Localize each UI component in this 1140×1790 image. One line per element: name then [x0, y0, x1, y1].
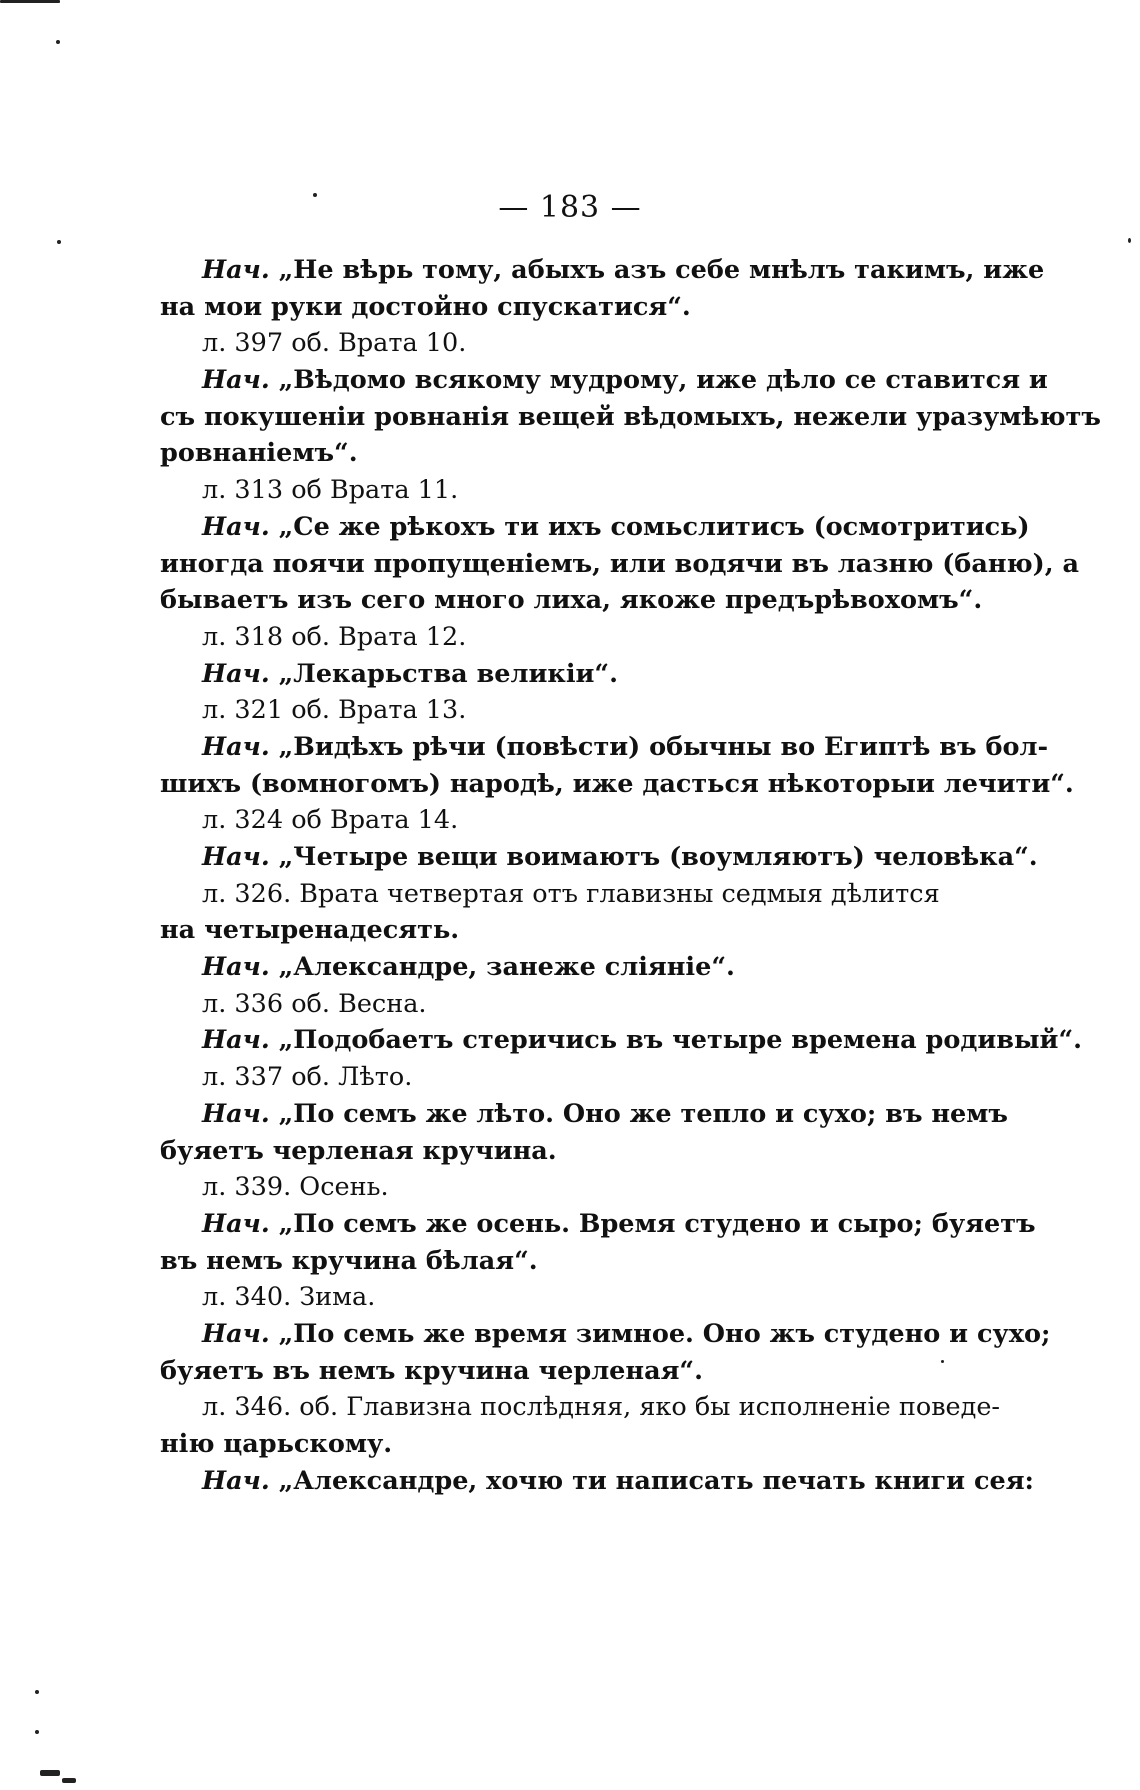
incipit-label: Нач. [202, 365, 270, 396]
text-line [160, 362, 1048, 399]
scan-speck [35, 1730, 39, 1734]
line-text: нію царьскому. [160, 1429, 393, 1459]
text-line [160, 729, 1049, 766]
line-text: „Александре, хочю ти написать печать книги сея: [269, 1465, 1034, 1496]
text-line [160, 509, 1030, 546]
text-line [160, 582, 983, 619]
line-text: „Се же рѣкохъ ти ихъ сомьслитисъ (осмотритись) [269, 511, 1030, 542]
line-text: л. 336 об. Весна. [202, 988, 427, 1019]
line-text: „Не вѣрь тому, абыхъ азъ себе мнѣлъ такимъ, иже [269, 255, 1045, 285]
line-text: бываетъ изъ сего много лиха, якоже предърѣвохомъ“. [160, 585, 983, 616]
incipit-label: Нач. [202, 511, 270, 542]
line-text: „Подобаетъ стеричись въ четыре времена родивый“. [269, 1025, 1082, 1056]
text-line [160, 1096, 1008, 1133]
line-text: л. 326. Врата четвертая отъ главизны седмыя дѣлится [202, 878, 940, 909]
text-line [160, 802, 928, 839]
line-text: ровнаніемъ“. [160, 438, 358, 469]
line-text: л. 340. Зима. [202, 1282, 376, 1313]
text-line [160, 325, 928, 362]
scan-speck [57, 240, 61, 244]
line-text: „Вѣдомо всякому мудрому, иже дѣло се ставится и [269, 365, 1048, 396]
text-line [160, 986, 928, 1023]
line-text: шихъ (вомногомъ) народѣ, иже дасться нѣкоторыи лечити“. [160, 768, 1074, 799]
incipit-label: Нач. [202, 1025, 270, 1056]
line-text: л. 324 об Врата 14. [202, 805, 459, 836]
scan-speck [40, 1770, 60, 1776]
line-text: въ немъ кручина бѣлая“. [160, 1245, 538, 1276]
incipit-label: Нач. [202, 1208, 270, 1239]
scan-speck [56, 40, 60, 44]
text-line [160, 912, 928, 949]
text-line [160, 399, 1101, 436]
text-line [160, 619, 928, 656]
incipit-label: Нач. [202, 1318, 270, 1349]
text-line [160, 1279, 928, 1316]
text-line [160, 1316, 1051, 1353]
text-line [160, 1243, 928, 1280]
incipit-label: Нач. [202, 952, 270, 983]
text-line [160, 472, 928, 509]
text-line [160, 1426, 928, 1463]
line-text: съ покушеніи ровнанія вещей вѣдомыхъ, нежели уразумѣютъ [160, 401, 1101, 432]
incipit-label: Нач. [202, 842, 270, 872]
line-text: иногда поячи пропущеніемъ, или водячи въ лазню (баню), а [160, 548, 1079, 579]
text-line [160, 876, 940, 913]
scan-speck [62, 1778, 76, 1783]
text-line [160, 252, 1045, 289]
line-text: л. 318 об. Врата 12. [202, 621, 467, 652]
text-line [160, 1133, 928, 1170]
line-text: „По семъ же осень. Время студено и сыро; буяетъ [269, 1208, 1036, 1239]
text-line [160, 1353, 928, 1390]
line-text: л. 397 об. Врата 10. [202, 328, 467, 359]
line-text: на четыренадесять. [160, 915, 460, 946]
incipit-label: Нач. [202, 1465, 270, 1496]
text-line [160, 1206, 1036, 1243]
text-line [160, 546, 1079, 583]
scan-speck [0, 0, 60, 3]
line-text: л. 346. об. Главизна послѣдняя, яко бы исполненіе поведе- [202, 1392, 1001, 1423]
line-text: буяетъ черленая кручина. [160, 1135, 557, 1166]
text-line [160, 839, 1038, 876]
text-line [160, 435, 928, 472]
incipit-label: Нач. [202, 731, 270, 762]
line-text: „Видѣхъ рѣчи (повѣсти) обычны во Египтѣ въ бол- [269, 731, 1049, 762]
scan-speck [941, 1360, 944, 1363]
line-text: „Лекарьства великіи“. [269, 658, 618, 689]
incipit-label: Нач. [202, 1098, 270, 1129]
text-line [160, 1022, 1082, 1059]
scan-speck [1128, 238, 1131, 243]
text-line [160, 1169, 928, 1206]
scan-speck [35, 1690, 39, 1694]
page-number: — 183 — [498, 190, 642, 225]
text-line [160, 766, 1074, 803]
line-text: буяетъ въ немъ кручина черленая“. [160, 1355, 703, 1386]
text-line [160, 656, 928, 693]
incipit-label: Нач. [202, 658, 270, 689]
line-text: л. 321 об. Врата 13. [202, 695, 467, 726]
line-text: л. 339. Осень. [202, 1172, 389, 1203]
scan-speck [313, 193, 317, 197]
text-line [160, 692, 928, 729]
line-text: л. 337 об. Лѣто. [202, 1062, 413, 1093]
text-line [160, 1059, 928, 1096]
line-text: „Четыре вещи воимаютъ (воумляютъ) человѣка“. [269, 842, 1038, 872]
line-text: л. 313 об Врата 11. [202, 475, 459, 506]
line-text: „По семъ же лѣто. Оно же тепло и сухо; въ немъ [269, 1098, 1008, 1129]
text-line [160, 1463, 1034, 1500]
line-text: „По семь же время зимное. Оно жъ студено и сухо; [269, 1318, 1051, 1349]
text-line [160, 289, 928, 326]
text-line [160, 949, 928, 986]
line-text: на мои руки достойно спускатися“. [160, 291, 691, 322]
text-line [160, 1389, 1001, 1426]
incipit-label: Нач. [202, 255, 270, 285]
line-text: „Александре, занеже сліяніе“. [269, 952, 735, 983]
text-block [160, 252, 1101, 1499]
